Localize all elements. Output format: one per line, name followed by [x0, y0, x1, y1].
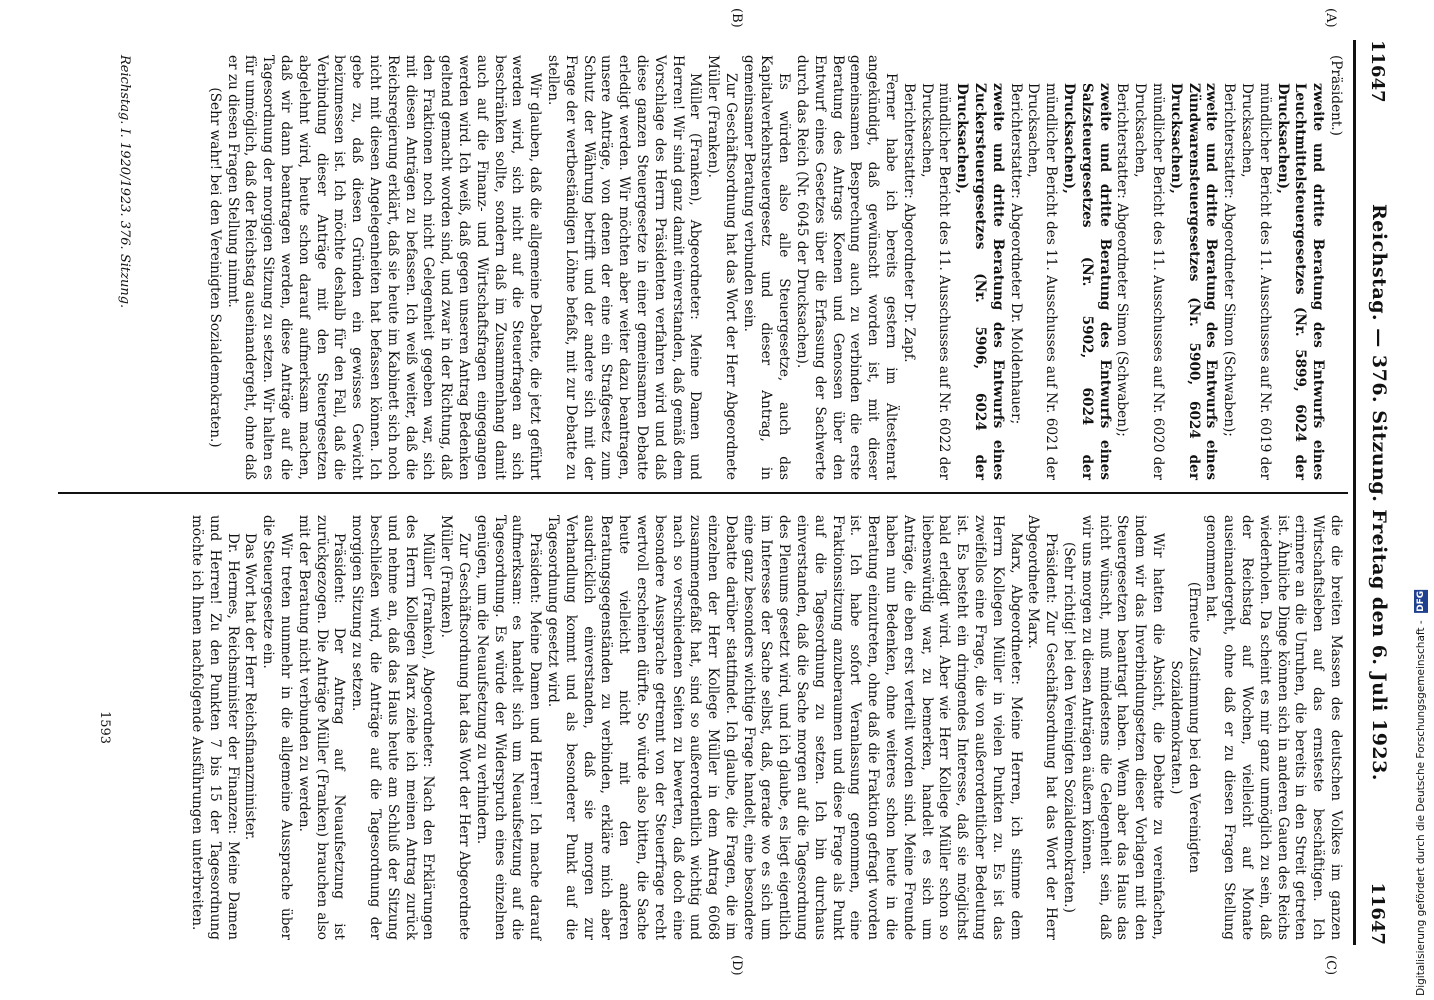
speech-paragraph: Wir glauben, daß die allgemeine Debatte, die jetzt geführt werden wird, sich nicht auf die Steuerfragen an sich beschränken sollte, sondern daß im Zusammenhang damit auch auf die Finanz- und Wirtschaftsfragen eingegangen werden wird. Ich weiß, daß gegen unseren Antrag Bedenken geltend gemacht worden sind, und zwar in der Richtung, daß den Fraktionen noch nicht Gelegenheit gegeben war, sich mit diesen Anträgen zu befassen. Ich weiß weiter, daß die Reichsregierung erklärt, daß sie heute im Kabinett sich noch nicht mit diesen Angelegenheiten hat befassen können. Ich gebe zu, daß diesen Gründen ein gewisses Gewicht beizumessen ist. Ich möchte deshalb für den Fall, daß die Verbindung dieser Anträge mit den Steuergesetzen abgelehnt wird, heute schon darauf aufmerksam machen, daß wir dann beantragen werden, diese Anträge auf die Tagesordnung der morgigen Sitzung zu setzen. Wir halten es für unmöglich, daß der Reichstag auseinandergeht, ohne daß er zu diesen Fragen Stellung nimmt.: [224, 55, 544, 480]
margin-marker-a: (A): [1323, 8, 1338, 28]
paragraph: Das Wort hat der Herr Reichsfinanzminister.: [242, 533, 259, 841]
speech-paragraph: Präsident: Meine Damen und Herren! Ich mache darauf aufmerksam: es handelt sich um Neuaufsetzung auf die Tagesordnung. Es würde der Widerspruch eines einzelnen genügen, um die Neuaufsetzung zu verhindern.: [473, 515, 544, 940]
running-header: [1354, 40, 1394, 945]
right-text-column: [187, 515, 1344, 940]
speech-paragraph: Müller (Franken), Abgeordneter: Meine Damen und Herren! Wir sind ganz damit einverstanden, daß gemäß dem Vorschlage des Herrn Präsidenten verfahren wird und daß diese ganzen Steuergesetze in einer gemeinsamen Debatte erledigt werden. Wir möchten aber weiter dazu beantragen, unsere Anträge, von denen der eine ein Strafgesetz zum Schutz der Währung betrifft und der andere sich mit der Frage der wertbeständigen Löhne befaßt, mit zur Debatte zu stellen.: [544, 55, 704, 480]
speech-paragraph: Müller (Franken), Abgeordneter: Nach den Erklärungen des Herrn Kollegen Marx ziehe ich meinen Antrag zurück und nehme an, daß das Haus heute am Schluß der Sitzung beschließen wird, die Anträge auf die Tagesordnung der morgigen Sitzung zu setzen.: [349, 515, 437, 940]
agenda-detail: Berichterstatter: Abgeordneter Simon (Schwaben);: [1221, 83, 1238, 437]
interjection: (Sehr richtig! bei den Vereinigten Sozialdemokraten.): [1061, 542, 1078, 913]
speech-paragraph: Dr. Hermes, Reichsminister der Finanzen: Meine Damen und Herren! Zu den Punkten 7 bis 15 der Tagesordnung möchte ich Ihnen nachfolgende Ausführungen unterbreiten.: [189, 515, 241, 940]
margin-marker-c: (C): [1323, 955, 1338, 976]
interjection: (Erneute Zustimmung bei den Vereinigten Sozialdemokraten.): [1167, 581, 1202, 874]
margin-marker-d: (D): [729, 955, 744, 976]
header-rule: [1353, 40, 1356, 945]
agenda-item: zweite und dritte Beratung des Entwurfs eines Salzsteuergesetzes (Nr. 5902, 6024 der Drucksachen),: [1061, 83, 1113, 480]
digitization-credit-text: Digitalisierung gefördert durch die Deutsche Forschungsgemeinschaft - DFG: [1415, 591, 1427, 996]
digitization-credit: [1408, 6, 1434, 996]
paragraph: Ferner habe ich bereits gestern im Ältestenrat angekündigt, daß gewünscht worden ist, mit dieser gemeinsamen Besprechung auch zu verbinden die erste Beratung des Antrags Koenen und Genossen über den Entwurf eines Gesetzes über die Erfassung der Sachwerte durch das Reich (Nr. 6045 der Drucksachen).: [794, 55, 900, 480]
header-page-number-right: 11647: [1367, 882, 1388, 945]
speech-paragraph: Präsident: Zur Geschäftsordnung hat das Wort der Herr Abgeordnete Marx.: [1025, 515, 1060, 940]
speech-paragraph: Marx, Abgeordneter: Meine Herren, ich stimme dem Herrn Kollegen Müller in vielen Punkten zu. Es ist das zweifellos eine Frage, die von außerordentlicher Bedeutung ist. Es besteht ein dringendes Interesse, daß sie möglichst bald erledigt wird. Aber wie Herr Kollege Müller schon so liebenswürdig war, zu bemerken, handelt es sich um Anträge, die eben erst verteilt worden sind. Meine Freunde haben nun Bedenken, ohne weiteres schon heute in die Beratung einzutreten, ohne daß die Fraktion gefragt worden ist. Ich habe sofort Veranlassung genommen, eine Fraktionssitzung anzuberaumen und diese Frage als Punkt auf die Tagesordnung zu setzen. Ich bin durchaus einverstanden, daß die Sache morgen auf die Tagesordnung des Plenums gesetzt wird, und ich glaube, es liegt eigentlich im Interesse der Sache selbst, daß, gerade wo es sich um eine ganz besonders wichtige Frage handelt, eine besondere Debatte darüber stattfindet. Ich glaube, die Fragen, die im einzelnen der Herr Kollege Müller in dem Antrag 6068 zusammengefaßt hat, sind so außerordentlich wichtig und nach so verschiedenen Seiten zu bewerten, daß doch eine besondere Aussprache getrennt von der Steuerfrage recht wertvoll erscheinen dürfte. So würde also bitten, die Sache heute vielleicht nicht mit den anderen Beratungsgegenständen zu verbinden, erkläre mich aber ausdrücklich einverstanden, daß sie morgen zur Verhandlung kommt und als besonderer Punkt auf die Tagesordnung gesetzt wird.: [544, 515, 1024, 940]
agenda-detail: mündlicher Bericht des 11. Ausschusses auf Nr. 6021 der Drucksachen,: [1025, 83, 1060, 480]
speaker-note: (Präsident.): [1328, 55, 1344, 136]
header-page-number-left: 11647: [1367, 40, 1388, 103]
column-divider: [58, 492, 1348, 494]
margin-marker-b: (B): [729, 8, 744, 28]
dfg-logo-icon: DFG: [1416, 591, 1426, 613]
paragraph: Zur Geschäftsordnung hat das Wort der Herr Abgeordnete Müller (Franken).: [438, 515, 472, 940]
agenda-item: zweite und dritte Beratung des Entwurfs eines Zündwarensteuergesetzes (Nr. 5900, 6024 der Drucksachen),: [1167, 83, 1220, 480]
paragraph: Es würden also alle Steuergesetze, auch das Kapitalverkehrsteuergesetz und dieser Antrag, in gemeinsamer Beratung verbunden sein.: [740, 55, 793, 480]
footer-page-number: 1593: [97, 710, 112, 745]
speech-paragraph: Präsident: Der Antrag auf Neuaufsetzung ist zurückgezogen. Die Anträge Müller (Franken) brauchen also mit der Beratung nicht verbunden zu werden.: [295, 515, 348, 940]
interjection: (Sehr wahr! bei den Vereinigten Sozialdemokraten.): [206, 87, 223, 448]
agenda-detail: mündlicher Bericht des 11. Ausschusses auf Nr. 6020 der Drucksachen,: [1132, 83, 1167, 480]
agenda-item: zweite und dritte Beratung des Entwurfs eines Leuchtmittelsteuergesetzes (Nr. 5899, 6024 der Drucksachen),: [1274, 83, 1327, 480]
paragraph: die die breiten Massen des deutschen Volkes im ganzen Wirtschaftsleben auf das ernsteste beschäftigen. Ich erinnere an die Unruhen, die bereits in den Streit getreten ist. Ähnliche Dinge können sich in anderen Gauen des Reichs wiederholen. Da scheint es mir ganz unmöglich zu sein, daß der Reichstag auf Wochen, vielleicht auf Monate auseinandergeht, ohne daß er zu diesen Fragen Stellung genommen hat.: [1203, 515, 1344, 940]
paragraph: Wir hatten die Absicht, die Debatte zu vereinfachen, indem wir das Inverbindungsetzen dieser Vorlagen mit den Steuergesetzen beantragt haben. Wenn aber das Haus das nicht wünscht, muß mindestens die Gelegenheit sein, daß wir uns morgen zu diesen Anträgen äußern können.: [1078, 515, 1167, 940]
paragraph: Zur Geschäftsordnung hat das Wort der Herr Abgeordnete Müller (Franken).: [705, 55, 739, 480]
footer-left: Reichstag. I. 1920/1923. 376. Sitzung.: [117, 55, 132, 309]
agenda-detail: Berichterstatter: Abgeordneter Dr. Zapf.: [900, 83, 917, 363]
left-text-column: [205, 55, 1344, 480]
header-title: Reichstag. — 376. Sitzung. Freitag den 6. Juli 1923.: [1368, 204, 1390, 781]
agenda-detail: mündlicher Bericht des 11. Ausschusses auf Nr. 6022 der Drucksachen,: [918, 83, 953, 480]
agenda-item: zweite und dritte Beratung des Entwurfs eines Zuckersteuergesetzes (Nr. 5906, 6024 der Drucksachen),: [954, 83, 1006, 480]
paragraph: Wir treten nunmehr in die allgemeine Aussprache über die Steuergesetze ein.: [260, 515, 294, 940]
agenda-detail: Berichterstatter: Abgeordneter Dr. Moldenhauer;: [1007, 83, 1024, 425]
agenda-detail: Berichterstatter: Abgeordneter Simon (Schwaben);: [1114, 83, 1131, 437]
agenda-detail: mündlicher Bericht des 11. Ausschusses auf Nr. 6019 der Drucksachen,: [1239, 83, 1273, 480]
